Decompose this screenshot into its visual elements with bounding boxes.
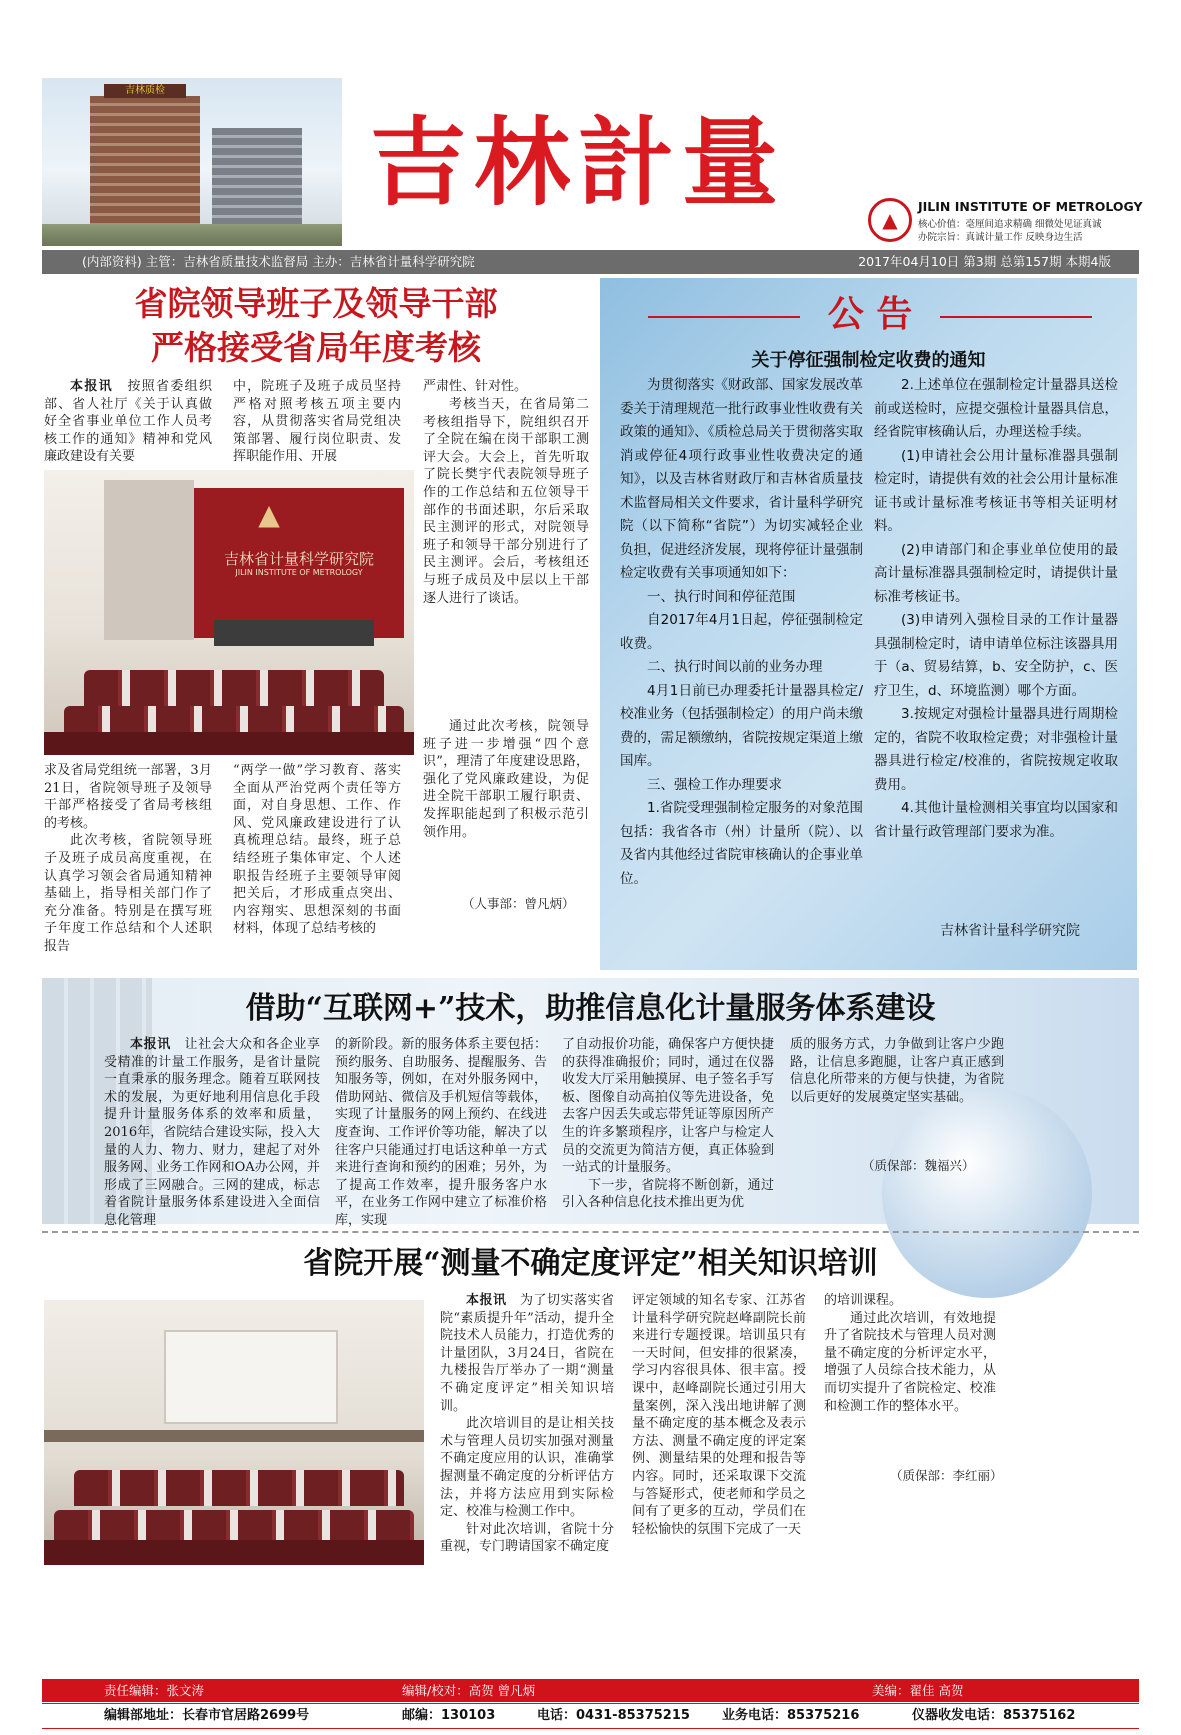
photo-sign-en: JILIN INSTITUTE OF METROLOGY (235, 568, 363, 577)
notice-left-p7: 1.省院受理强制检定服务的对象范围包括：我省各市（州）计量所（院）、以及省内其他经过省院审核确认的企事业单位。 (620, 800, 863, 887)
photo-sign-cn: 吉林省计量科学研究院 (223, 550, 374, 568)
notice-right-p2: (1)申请社会公用计量标准器具强制检定时，请提供有效的社会公用计量标准证书或计量标准考核证书等相关证明材料。 (874, 447, 1118, 534)
article2-credit: （质保部：魏福兴） (862, 1158, 975, 1173)
footer-contact-bar (42, 1703, 1139, 1729)
notice-panel (600, 278, 1137, 970)
article3-col2-text: 评定领域的知名专家、江苏省计量科学研究院赵峰副院长前来进行专题授课。培训虽只有一天时间，但安排的很紧凑，学习内容很具体、很丰富。授课中，赵峰副院长通过引用大量案例，深入浅出地讲解了测量不确定度的基本概念及表示方法、测量不确定度的评定案例、测量结果的处理和报告等内容。同时，还采取课下交流与答疑形式，使老师和学员之间有了更多的互动，学员们在轻松愉快的氛围下完成了一天 (632, 1293, 806, 1537)
institute-english-name: JILIN INSTITUTE OF METROLOGY (918, 199, 1143, 214)
article2-col1-text: 让社会大众和各企业享受精准的计量工作服务，是省计量院一直秉承的服务理念。随着互联网技术的发展，为更好地利用信息化手段提升计量服务体系的效率和质量，2016年，省院结合建设实际，投入大量的人力、物力、财力，建起了对外服务网、业务工作网和OA办公网，并形成了三网融合。三网的建成，标志着省院计量服务体系建设进入全面信息化管理 (104, 1037, 320, 1228)
footer-editor: 责任编辑：张文涛 (104, 1683, 205, 1698)
notice-left-p1: 为贯彻落实《财政部、国家发展改革委关于清理规范一批行政事业性收费有关政策的通知》、《质检总局关于贯彻落实取消或停征4项行政事业性收费决定的通知》，以及吉林省财政厅和吉林省质量技术监督局相关文件要求，省计量科学研究院（以下简称“省院”）为切实减轻企业负担，促进经济发展，现将停征计量强制检定收费有关事项通知如下： (620, 377, 863, 581)
article1-col3 (423, 378, 589, 396)
masthead-building-photo (42, 78, 342, 246)
notice-signature: 吉林省计量科学研究院 (940, 923, 1080, 939)
article3-credit: （质保部：李红丽） (890, 1468, 1003, 1483)
footer-instrument-phone: 仪器收发电话：85375162 (912, 1708, 1076, 1723)
article1-col3-p3: 通过此次考核，院领导班子进一步增强“四个意识”，理清了年度建设思路，强化了党风廉政建设，为促进全院干部职工履行职责、发挥职能起到了积极示范引领作用。 (423, 719, 589, 840)
article3-col1-p2: 此次培训目的是让相关技术与管理人员切实加强对测量不确定度应用的认识，准确掌握测量不确定度的分析评估方法，并将方法应用到实际检定、校准与检测工作中。 (440, 1416, 614, 1520)
notice-left-p6: 三、强检工作办理要求 (647, 776, 782, 793)
article1-col1-bottom-text: 求及省局党组统一部署，3月21日，省院领导班子及领导干部严格接受了省局考核组的考核。 (44, 763, 212, 831)
article3-col3 (824, 1292, 996, 1415)
notice-subtitle: 关于停征强制检定收费的通知 (751, 350, 986, 371)
article1-col1-bottom (44, 762, 212, 956)
notice-right-p6: 4.其他计量检测相关事宜均以国家和省计量行政管理部门要求为准。 (874, 800, 1118, 840)
masthead-title: 吉林計量 (370, 106, 786, 219)
notice-right-p4: (3)申请列入强检目录的工作计量器具强制检定时，请申请单位标注该器具用于（a、贸易结算，b、安全防护，c、医疗卫生，d、环境监测）哪个方面。 (874, 612, 1118, 699)
article1-col2-top (233, 378, 401, 466)
article3-lead: 本报讯 (466, 1293, 507, 1308)
article1-col2-top-text: 中，院班子及班子成员坚持严格对照考核五项主要内容，从贯彻落实省局党组决策部署、履行岗位职责、发挥职能作用、开展 (233, 379, 401, 465)
issue-date-info: 2017年04月10日 第3期 总第157期 本期4版 (858, 254, 1111, 269)
article2-col4-text: 质的服务方式，力争做到让客户少跑路，让信息多跑腿，让客户真正感到信息化所带来的方便与快捷，为省院以后更好的发展奠定坚实基础。 (790, 1037, 1004, 1105)
footer-editors-bar (42, 1679, 1139, 1702)
internet-plus-band (42, 978, 1139, 1228)
article2-headline: 借助“互联网+”技术，助推信息化计量服务体系建设 (245, 991, 936, 1026)
article1-col3-upper (423, 396, 589, 607)
notice-title: 公 告 (827, 293, 913, 335)
footer-postcode: 邮编：130103 (402, 1708, 496, 1723)
article2-col3-p2: 下一步，省院将不断创新，通过引入各种信息化技术推出更为优 (562, 1177, 774, 1211)
article3-training-photo (44, 1300, 424, 1565)
footer-business-phone: 业务电话：85375216 (722, 1708, 860, 1723)
institute-logo-icon: ▲ (258, 498, 280, 531)
article1-col1-top-text: 按照省委组织部、省人社厅《关于认真做好全省事业单位工作人员考核工作的通知》精神和党风廉政建设有关要 (44, 379, 212, 465)
publisher-info: (内部资料) 主管：吉林省质量技术监督局 主办：吉林省计量科学研究院 (82, 254, 475, 269)
article1-meeting-photo (44, 470, 414, 755)
article2-col3-text: 了自动报价功能，确保客户方便快捷的获得准确报价；同时，通过在仪器收发大厅采用触摸屏、电子签名手写板、图像自动高拍仪等先进设备，免去客户因丢失或忘带凭证等原因所产生的许多繁琐程序，让客户与检定人员的交流更为简洁方便，真正体验到一站式的计量服务。 (562, 1037, 774, 1176)
article1-col3-top-text: 严肃性、针对性。 (423, 379, 528, 394)
notice-right-p1: 2.上述单位在强制检定计量器具送检前或送检时，应提交强检计量器具信息，经省院审核确认后，办理送检手续。 (874, 377, 1118, 440)
article3-col1-text: 为了切实落实省院“素质提升年”活动，提升全院技术人员能力，打造优秀的计量团队，3月24日，省院在九楼报告厅举办了一期“测量不确定度评定”相关知识培训。 (440, 1293, 614, 1414)
article1-headline-line2: 严格接受省局年度考核 (151, 328, 481, 367)
article1-credit: （人事部：曾凡炳） (462, 896, 575, 911)
article1-col1-top (44, 378, 212, 466)
article1-col3-lower (423, 718, 589, 841)
issue-info-bar (42, 250, 1139, 274)
notice-left-p2: 一、执行时间和停征范围 (647, 588, 796, 605)
institute-seal-icon: ▲ (868, 198, 912, 242)
motto-purpose: 办院宗旨：真诚计量工作 反映身边生活 (918, 232, 1083, 243)
article3-col3-text: 的培训课程。 (824, 1293, 903, 1308)
article2-col4 (790, 1036, 1004, 1106)
footer-designer: 美编：翟佳 高贺 (872, 1683, 964, 1698)
article1-col1-p2: 此次考核，省院领导班子及班子成员高度重视，在认真学习领会省局通知精神基础上，指导相关部门作了充分准备。特别是在撰写班子年度工作总结和个人述职报告 (44, 833, 212, 954)
article2-col2-text: 的新阶段。新的服务体系主要包括：预约服务、自助服务、提醒服务、告知服务等，例如，在对外服务网中，借助网站、微信及手机短信等载体，实现了计量服务的网上预约、在线进度查询、工作评价等功能，解决了以往客户只能通过打电话这种单一方式来进行查询和预约的困难；另外，为了提高工作效率，提升服务客户水平，在业务工作网中建立了标准价格库，实现 (335, 1037, 547, 1228)
notice-right-column (874, 374, 1118, 844)
motto-core-values: 核心价值：毫厘间追求精确 细微处见证真诚 (918, 219, 1102, 230)
article1-lead: 本报讯 (70, 379, 113, 394)
section-divider (42, 1231, 1139, 1233)
building-sign: 吉林质检 (104, 84, 186, 98)
article3-col1-p3: 针对此次培训，省院十分重视，专门聘请国家不确定度 (440, 1521, 614, 1555)
notice-right-p5: 3.按规定对强检计量器具进行周期检定的，省院不收取检定费；对非强检计量器具进行检定/校准的，省院按规定收取费用。 (874, 706, 1118, 793)
article2-col1 (104, 1036, 320, 1230)
footer-address: 编辑部地址：长春市官居路2699号 (104, 1708, 310, 1723)
notice-right-p3: (2)申请部门和企事业单位使用的最高计量标准器具强制检定时，请提供计量标准考核证书。 (874, 541, 1118, 605)
notice-left-p5: 4月1日前已办理委托计量器具检定/校准业务（包括强制检定）的用户尚未缴费的，需足额缴纳，省院按规定渠道上缴国库。 (620, 682, 863, 769)
article3-headline: 省院开展“测量不确定度评定”相关知识培训 (303, 1246, 878, 1281)
article2-col3 (562, 1036, 774, 1212)
article3-col3-p2: 通过此次培训，有效地提升了省院技术与管理人员对测量不确定度的分析评定水平，增强了人员综合技术能力，从而切实提升了省院检定、校准和检测工作的整体水平。 (824, 1310, 996, 1414)
article1-col2-bottom-text: “两学一做”学习教育、落实全面从严治党两个责任等方面，对自身思想、工作、作风、党风廉政建设进行了认真梳理总结。最终，班子总结经班子集体审定、个人述职报告经班子主要领导审阅把关后，才形成重点突出、内容翔实、思想深刻的书面材料，体现了总结考核的 (233, 763, 401, 937)
article2-lead: 本报讯 (130, 1037, 171, 1052)
notice-left-p3: 自2017年4月1日起，停征强制检定收费。 (620, 612, 863, 652)
notice-left-column (620, 374, 863, 891)
footer-phone: 电话：0431-85375215 (537, 1708, 690, 1723)
article1-col3-p2: 考核当天，在省局第二考核组指导下，院组织召开了全院在编在岗干部职工测评大会。大会上，首先听取了院长樊宇代表院领导班子作的工作总结和五位领导干部作的书面述职，尔后采取民主测评的形式，对院领导班子和领导干部分别进行了民主测评。会后，考核组还与班子成员及中层以上干部逐人进行了谈话。 (423, 397, 589, 606)
notice-left-p4: 二、执行时间以前的业务办理 (647, 659, 823, 675)
article3-col1 (440, 1292, 614, 1556)
article1-headline-line1: 省院领导班子及领导干部 (134, 284, 498, 323)
footer-proofreader: 编辑/校对：高贺 曾凡炳 (402, 1683, 536, 1698)
article2-col2 (335, 1036, 547, 1230)
article3-col2 (632, 1292, 806, 1538)
article1-col2-bottom (233, 762, 401, 938)
